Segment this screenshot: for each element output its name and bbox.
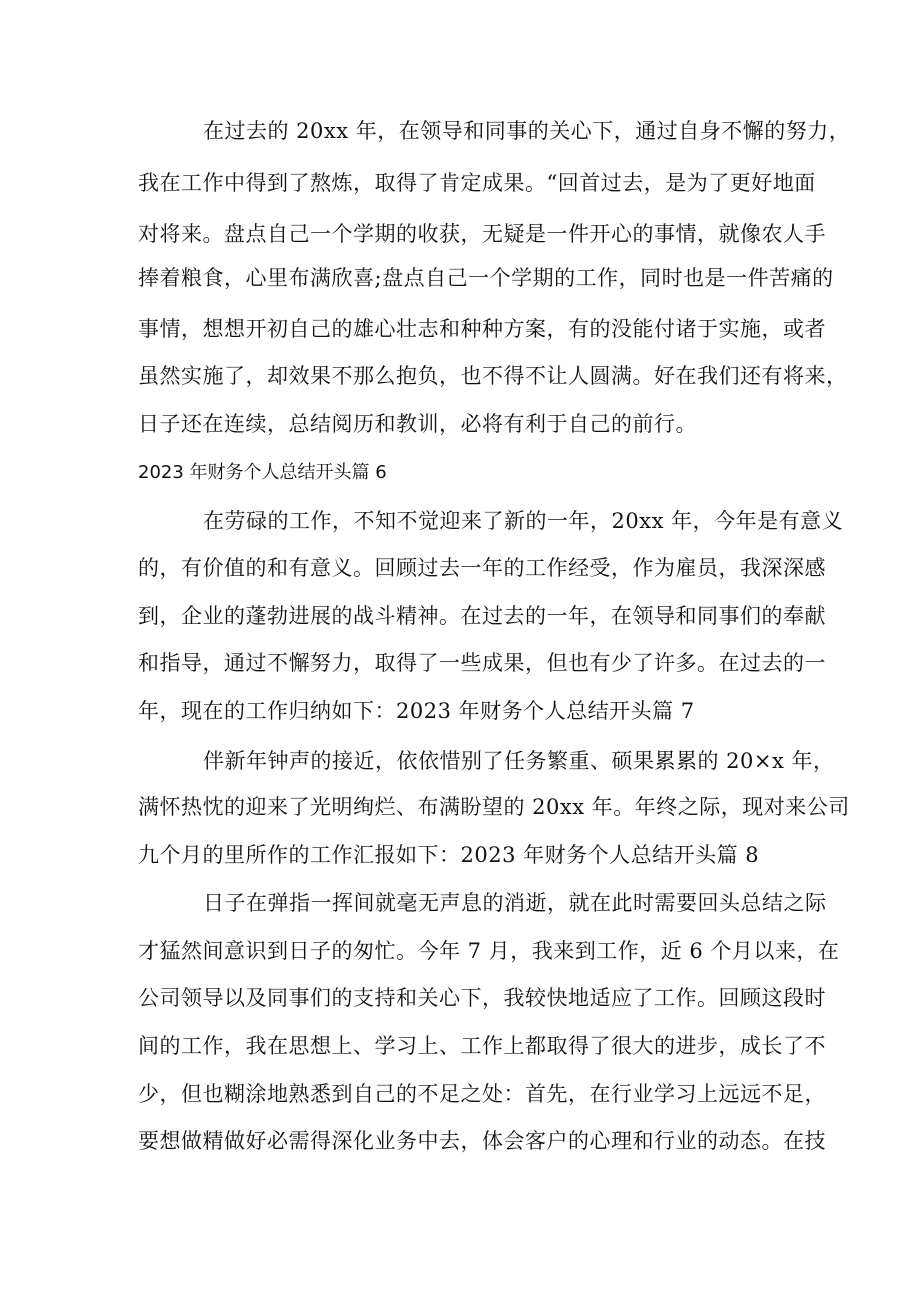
paragraph-line: 年，现在的工作归纳如下：2023 年财务个人总结开头篇 7 — [138, 699, 695, 723]
paragraph-line: 少，但也糊涂地熟悉到自己的不足之处：首先，在行业学习上远远不足， — [138, 1082, 826, 1106]
paragraph-line: 在劳碌的工作，不知不觉迎来了新的一年，20xx 年，今年是有意义 — [203, 509, 844, 533]
paragraph-line: 的，有价值的和有意义。回顾过去一年的工作经受，作为雇员，我深深感 — [138, 556, 826, 580]
paragraph-line: 虽然实施了，却效果不那么抱负，也不得不让人圆满。好在我们还有将来， — [138, 364, 848, 388]
paragraph-line: 对将来。盘点自己一个学期的收获，无疑是一件开心的事情，就像农人手 — [138, 222, 826, 246]
paragraph-line: 到，企业的蓬勃进展的战斗精神。在过去的一年，在领导和同事们的奉献 — [138, 604, 826, 628]
paragraph-line: 在过去的 20xx 年，在领导和同事的关心下，通过自身不懈的努力， — [203, 119, 851, 143]
paragraph-line: 日子还在连续，总结阅历和教训，必将有利于自己的前行。 — [138, 412, 697, 436]
section-heading: 2023 年财务个人总结开头篇 6 — [138, 462, 387, 483]
paragraph-line: 伴新年钟声的接近，依依惜别了任务繁重、硕果累累的 20×x 年， — [203, 749, 835, 773]
paragraph-line: 要想做精做好必需得深化业务中去，体会客户的心理和行业的动态。在技 — [138, 1129, 826, 1153]
paragraph-line: 和指导，通过不懈努力，取得了一些成果，但也有少了许多。在过去的一 — [138, 651, 826, 675]
paragraph-line: 日子在弹指一挥间就毫无声息的消逝，就在此时需要回头总结之际 — [203, 891, 827, 915]
paragraph-line: 公司领导以及同事们的支持和关心下，我较快地适应了工作。回顾这段时 — [138, 986, 826, 1010]
paragraph-line: 捧着粮食，心里布满欣喜;盘点自己一个学期的工作，同时也是一件苦痛的 — [138, 266, 834, 290]
paragraph-line: 九个月的里所作的工作汇报如下：2023 年财务个人总结开头篇 8 — [138, 843, 760, 867]
paragraph-line: 间的工作，我在思想上、学习上、工作上都取得了很大的进步，成长了不 — [138, 1034, 826, 1058]
paragraph-line: 我在工作中得到了熬炼，取得了肯定成果。“回首过去，是为了更好地面 — [138, 171, 816, 195]
paragraph-line: 才猛然间意识到日子的匆忙。今年 7 月，我来到工作，近 6 个月以来，在 — [138, 939, 840, 963]
paragraph-line: 事情，想想开初自己的雄心壮志和种种方案，有的没能付诸于实施，或者 — [138, 317, 826, 341]
paragraph-line: 满怀热忱的迎来了光明绚烂、布满盼望的 20xx 年。年终之际，现对来公司 — [138, 795, 850, 819]
